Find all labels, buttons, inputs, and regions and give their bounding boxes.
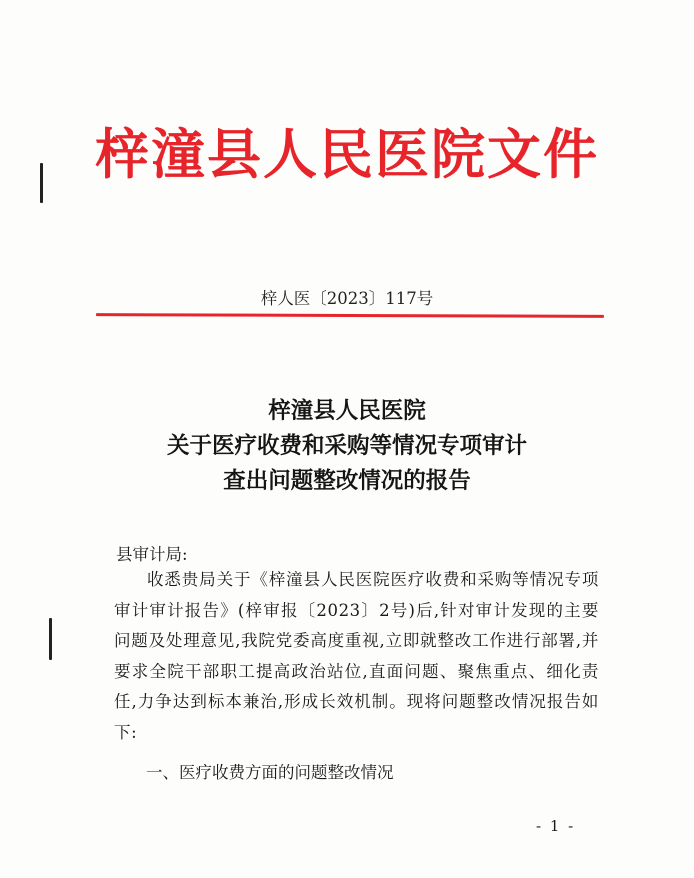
binding-mark-bottom (49, 618, 52, 660)
page-number: - 1 - (536, 817, 576, 835)
red-header-title: 梓潼县人民医院文件 (95, 123, 599, 186)
red-separator-line (96, 313, 604, 318)
report-title-line-2: 关于医疗收费和采购等情况专项审计 (166, 433, 527, 459)
document-number: 梓人医〔2023〕117号 (260, 289, 434, 308)
section-heading: 一、医疗收费方面的问题整改情况 (146, 763, 394, 782)
report-title-line-1: 梓潼县人民医院 (268, 398, 426, 424)
report-title-line-3: 查出问题整改情况的报告 (223, 468, 471, 494)
body-paragraph: 收悉贵局关于《梓潼县人民医院医疗收费和采购等情况专项审计审计报告》(梓审报〔2023〕2号)后,针对审计发现的主要问题及处理意见,我院党委高度重视,立即就整改工作进行部署,并要求全院干部职工提高政治站位,直面问题、聚焦重点、细化责任,力争达到标本兼治,形成长效机制。现将问题整改情况报告如下: (114, 570, 599, 742)
addressee: 县审计局: (116, 545, 188, 564)
